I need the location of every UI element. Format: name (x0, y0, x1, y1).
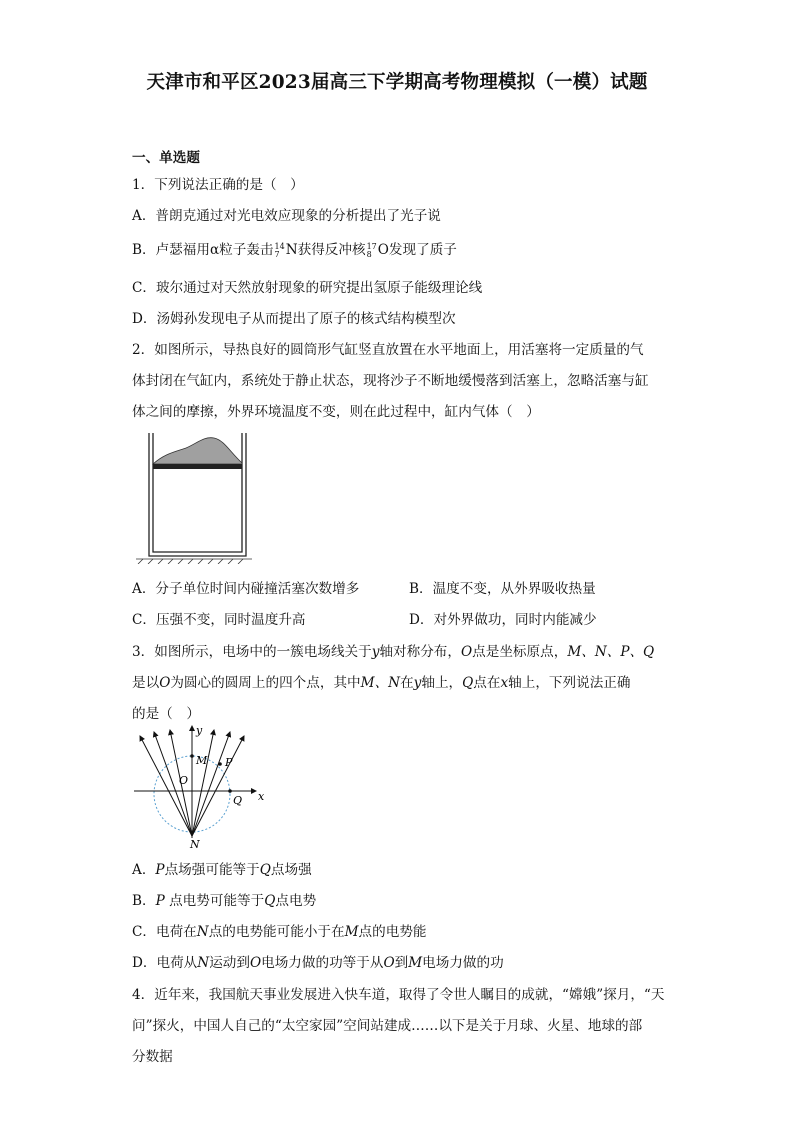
o-mass-number: 17 (366, 241, 377, 251)
label-m: M (196, 754, 208, 767)
q3-l2-y: y (413, 675, 422, 691)
q2-option-c: C．压强不变，同时温度升高 (132, 612, 306, 628)
q3-a-p: P (155, 862, 165, 878)
label-n: N (190, 838, 200, 850)
q4-stem-line2: 问”探火，中国人自己的“太空家园”空间站建成……以下是关于月球、火星、地球的部 (132, 1018, 643, 1034)
q3-option-d (132, 951, 504, 971)
q3-d-pre: D．电荷从 (132, 955, 198, 971)
q3-d-mid3: 到 (394, 955, 409, 971)
oxygen-isotope-notation (367, 243, 377, 259)
q3-c-n: N (196, 924, 209, 940)
q2-stem-line3: 体之间的摩擦，外界环境温度不变，则在此过程中，缸内气体（ ） (132, 404, 540, 420)
field-line-5 (192, 732, 230, 836)
q3-l2-a: 是以 (132, 675, 160, 691)
label-y: y (196, 724, 203, 737)
label-q: Q (233, 794, 243, 807)
q3-a-mid: 点场强可能等于 (164, 862, 260, 878)
q2-option-a: A．分子单位时间内碰撞活塞次数增多 (132, 581, 360, 597)
q3-d-m: M (408, 955, 423, 971)
field-line-4 (192, 730, 214, 836)
q3-b-mid: 点电势可能等于 (164, 893, 265, 909)
q3-option-a (132, 858, 312, 878)
point-q (228, 789, 232, 793)
q3-c-mid: 点的电势能可能小于在 (208, 924, 345, 940)
q3-l2-mn: M、N (360, 675, 401, 691)
q3-l1-c: 点是坐标原点， (472, 644, 568, 660)
q2-stem-line2: 体封闭在气缸内，系统处于静止状态，现将沙子不断地缓慢落到活塞上，忽略活塞与缸 (132, 373, 649, 389)
q2-option-d: D．对外界做功，同时内能减少 (409, 612, 597, 628)
ground-hatching (136, 559, 252, 564)
n-mass-number: 14 (274, 241, 285, 251)
piston (153, 464, 242, 469)
q3-b-q: Q (264, 893, 276, 909)
q3-option-b (132, 889, 316, 909)
n-atomic-number: 7 (274, 249, 280, 259)
q1-option-b-post: O发现了质子 (377, 242, 457, 258)
q2-option-b: B．温度不变，从外界吸收热量 (409, 581, 596, 597)
q3-l2-f: 轴上，下列说法正确 (508, 675, 631, 691)
q1-option-d: D．汤姆孙发现电子从而提出了原子的核式结构模型次 (132, 311, 456, 327)
o-atomic-number: 8 (366, 249, 372, 259)
q3-stem-line2 (132, 671, 631, 691)
q3-l2-c: 在 (400, 675, 414, 691)
q1-option-b-mid: N获得反冲核 (285, 242, 366, 258)
q3-l2-d: 轴上， (421, 675, 463, 691)
label-o: O (179, 774, 189, 787)
point-p (218, 762, 222, 766)
q1-stem: 1．下列说法正确的是（ ） (132, 177, 304, 193)
q3-d-o2: O (383, 955, 395, 971)
page-title: 天津市和平区2023届高三下学期高考物理模拟（一模）试题 (146, 72, 648, 93)
q3-d-o: O (249, 955, 262, 971)
q3-d-post: 电场力做的功 (422, 955, 504, 971)
q3-stem-line1 (132, 640, 654, 660)
q3-b-pre: B． (132, 893, 156, 909)
q3-b-post: 点电势 (275, 893, 317, 909)
q3-c-pre: C．电荷在 (132, 924, 197, 940)
field-line-6 (192, 736, 244, 836)
q3-l2-o: O (159, 675, 171, 691)
q3-l2-x: x (500, 675, 509, 691)
q3-l1-b: 轴对称分布， (379, 644, 461, 660)
q2-stem-line1: 2．如图所示，导热良好的圆筒形气缸竖直放置在水平地面上，用活塞将一定质量的气 (132, 342, 644, 358)
q3-a-post: 点场强 (270, 862, 312, 878)
q1-option-a: A．普朗克通过对光电效应现象的分析提出了光子说 (132, 208, 441, 224)
nitrogen-isotope-notation (275, 243, 285, 259)
q3-l1-y: y (371, 644, 380, 660)
q3-stem-line3: 的是（ ） (132, 706, 200, 722)
cylinder-piston-figure (134, 430, 254, 564)
q3-l1-a: 3．如图所示，电场中的一簇电场线关于 (132, 644, 372, 660)
electric-field-figure (132, 724, 272, 850)
q3-b-p: P (155, 893, 165, 909)
q3-a-q: Q (259, 862, 271, 878)
q3-d-mid2: 电场力做的功等于从 (261, 955, 384, 971)
q3-a-pre: A． (132, 862, 156, 878)
q3-l2-q: Q (462, 675, 474, 691)
section-heading: 一、单选题 (132, 150, 200, 166)
q4-stem-line1: 4．近年来，我国航天事业发展进入快车道，取得了令世人瞩目的成就，“嫦娥”探月，“天 (132, 987, 665, 1003)
point-m (190, 754, 194, 758)
q1-option-c: C．玻尔通过对天然放射现象的研究提出氢原子能级理论线 (132, 280, 483, 296)
q3-option-c (132, 920, 427, 940)
q3-d-mid1: 运动到 (209, 955, 250, 971)
q3-d-n: N (197, 955, 210, 971)
q3-l1-points: M、N、P、Q (567, 644, 655, 660)
q3-l2-e: 点在 (473, 675, 501, 691)
sand-pile (153, 438, 242, 464)
q4-stem-line3: 分数据 (132, 1049, 173, 1065)
q1-option-b (132, 238, 457, 259)
q3-l1-o: O (461, 644, 473, 660)
q1-option-b-pre: B．卢瑟福用α粒子轰击 (132, 242, 274, 258)
q3-l2-b: 为圆心的圆周上的四个点，其中 (170, 675, 361, 691)
label-p: P (225, 756, 233, 769)
q3-c-m: M (344, 924, 359, 940)
q3-c-post: 点的电势能 (358, 924, 427, 940)
label-x: x (258, 790, 265, 803)
